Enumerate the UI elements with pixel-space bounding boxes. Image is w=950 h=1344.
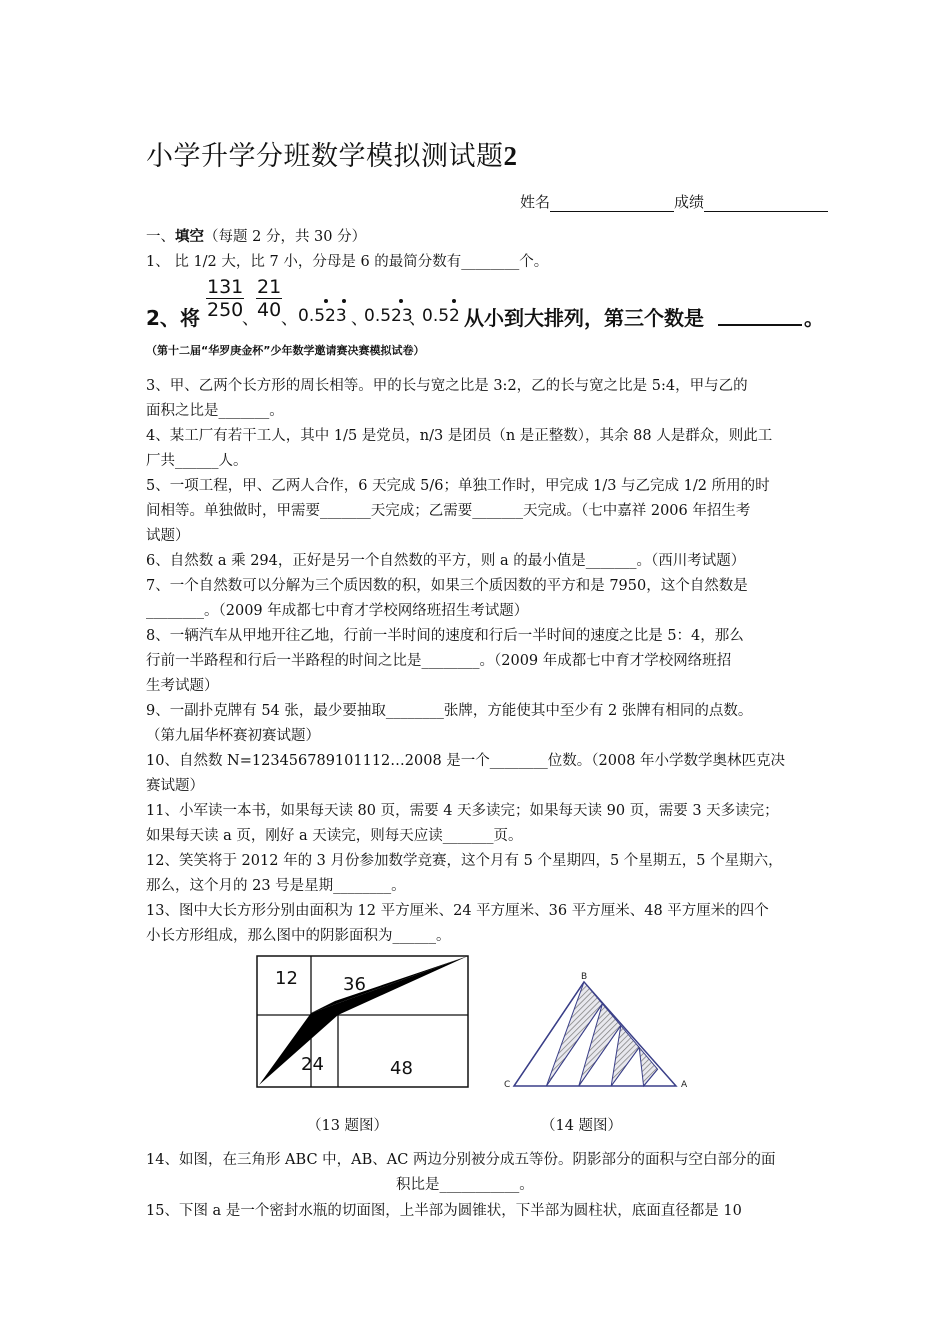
question-line: 行前一半路程和行后一半路程的时间之比是________。（2009 年成都七中育才学校网络班招 bbox=[146, 653, 732, 669]
question-line: 11、小军读一本书，如果每天读 80 页，需要 4 天多读完；如果每天读 90 页，需要 3 天多读完； bbox=[146, 803, 779, 819]
question-line: 4、某工厂有若干工人，其中 1/5 是党员，n/3 是团员（n 是正整数），其余 88 人是群众，则此工 bbox=[146, 428, 773, 444]
fraction-131-250 bbox=[206, 276, 244, 321]
score-blank[interactable] bbox=[704, 195, 828, 212]
repeat-dot bbox=[452, 299, 456, 303]
question-line: 生考试题） bbox=[146, 678, 219, 694]
question-2 bbox=[146, 276, 826, 336]
repeat-dot bbox=[324, 299, 328, 303]
repeating-decimal-1: 0.523 bbox=[298, 306, 347, 326]
area-label-24: 24 bbox=[301, 1054, 324, 1075]
fraction-21-40 bbox=[256, 276, 282, 321]
question-15-line: 15、下图 a 是一个密封水瓶的切面图，上半部为圆锥状，下半部为圆柱状，底面直径都是 10 bbox=[146, 1203, 742, 1219]
q2-number: 2、 bbox=[146, 306, 180, 330]
question-line: 赛试题） bbox=[146, 778, 204, 794]
question-line: 8、一辆汽车从甲地开往乙地，行前一半时间的速度和行后一半时间的速度之比是 5：4，那么 bbox=[146, 628, 744, 644]
question-line: 6、自然数 a 乘 294，正好是另一个自然数的平方，则 a 的最小值是_______。（西川考试题） bbox=[146, 553, 746, 569]
vertex-label-c: C bbox=[504, 1080, 511, 1090]
question-14-line: 积比是___________。 bbox=[396, 1177, 534, 1193]
area-label-36: 36 bbox=[343, 974, 366, 995]
question-line: （第九届华杯赛初赛试题） bbox=[146, 728, 320, 744]
separator: 、 bbox=[281, 309, 298, 329]
q2-lead: 将 bbox=[180, 306, 200, 330]
vertex-label-b: B bbox=[581, 972, 588, 982]
section-prefix: 一、 bbox=[146, 229, 175, 245]
q2-answer-blank[interactable] bbox=[718, 302, 802, 326]
question-line: 小长方形组成，那么图中的阴影面积为______。 bbox=[146, 928, 451, 944]
name-label: 姓名 bbox=[520, 193, 551, 211]
fraction-numerator: 21 bbox=[257, 276, 282, 298]
section-title: 填空 bbox=[175, 228, 204, 245]
q2-end: 。 bbox=[804, 306, 824, 330]
question-line: 13、图中大长方形分别由面积为 12 平方厘米、24 平方厘米、36 平方厘米、48 平方厘米的四个 bbox=[146, 903, 769, 919]
q2-tail: 从小到大排列，第三个数是 bbox=[464, 306, 704, 330]
repeat-dot bbox=[342, 299, 346, 303]
area-label-48: 48 bbox=[390, 1058, 413, 1079]
question-line: 5、一项工程，甲、乙两人合作，6 天完成 5/6；单独工作时，甲完成 1/3 与乙完成 1/2 所用的时 bbox=[146, 478, 770, 494]
question-line: 面积之比是_______。 bbox=[146, 403, 284, 419]
repeat-dot bbox=[399, 299, 403, 303]
separator: 、 bbox=[409, 309, 426, 329]
fraction-denominator: 250 bbox=[207, 299, 244, 321]
question-line: 厂共______人。 bbox=[146, 453, 248, 469]
repeating-decimal-3: 0.52 bbox=[422, 306, 460, 326]
section-score-note: （每题 2 分，共 30 分） bbox=[204, 229, 367, 245]
fraction-denominator: 40 bbox=[257, 299, 282, 321]
section-header bbox=[146, 225, 366, 246]
question-line: 12、笑笑将于 2012 年的 3 月份参加数学竞赛，这个月有 5 个星期四，5 个星期五，5 个星期六， bbox=[146, 853, 783, 869]
title-number: 2 bbox=[503, 141, 518, 171]
title-text: 小学升学分班数学模拟测试题 bbox=[146, 141, 504, 172]
figure-14-triangle bbox=[500, 970, 700, 1095]
question-line: 间相等。单独做时，甲需要_______天完成；乙需要_______天完成。（七中嘉祥 2006 年招生考 bbox=[146, 503, 751, 519]
separator: 、 bbox=[351, 309, 368, 329]
figure-13-caption: （13 题图） bbox=[307, 1118, 389, 1134]
name-score-row bbox=[520, 191, 828, 212]
figure-13-rectangles bbox=[255, 955, 470, 1090]
question-line: 3、甲、乙两个长方形的周长相等。甲的长与宽之比是 3:2，乙的长与宽之比是 5:4，甲与乙的 bbox=[146, 378, 748, 394]
question-line: 10、自然数 N=123456789101112…2008 是一个________位数。（2008 年小学数学奥林匹克决 bbox=[146, 753, 786, 769]
figure-14-caption: （14 题图） bbox=[541, 1118, 623, 1134]
vertex-label-a: A bbox=[681, 1080, 688, 1090]
question-line: 7、一个自然数可以分解为三个质因数的积，如果三个质因数的平方和是 7950，这个自然数是 bbox=[146, 578, 748, 594]
question-line: 那么，这个月的 23 号是星期________。 bbox=[146, 878, 406, 894]
question-1: 1、 比 1/2 大，比 7 小，分母是 6 的最简分数有________个。 bbox=[146, 254, 549, 270]
name-blank[interactable] bbox=[550, 195, 674, 212]
area-label-12: 12 bbox=[275, 968, 298, 989]
source-note: （第十二届“华罗庚金杯”少年数学邀请赛决赛模拟试卷） bbox=[146, 344, 425, 357]
repeating-decimal-2: 0.523 bbox=[364, 306, 413, 326]
question-14-line: 14、如图，在三角形 ABC 中，AB、AC 两边分别被分成五等份。阴影部分的面积与空白部分的面 bbox=[146, 1152, 776, 1168]
score-label: 成绩 bbox=[674, 193, 705, 211]
question-line: 如果每天读 a 页，刚好 a 天读完，则每天应读_______页。 bbox=[146, 828, 523, 844]
question-line: 试题） bbox=[146, 528, 190, 544]
fraction-numerator: 131 bbox=[207, 276, 244, 298]
question-line: 9、一副扑克牌有 54 张，最少要抽取________张牌，方能使其中至少有 2 张牌有相同的点数。 bbox=[146, 703, 753, 719]
separator: 、 bbox=[242, 309, 259, 329]
page-title bbox=[146, 134, 518, 173]
question-line: ________。（2009 年成都七中育才学校网络班招生考试题） bbox=[146, 603, 529, 619]
